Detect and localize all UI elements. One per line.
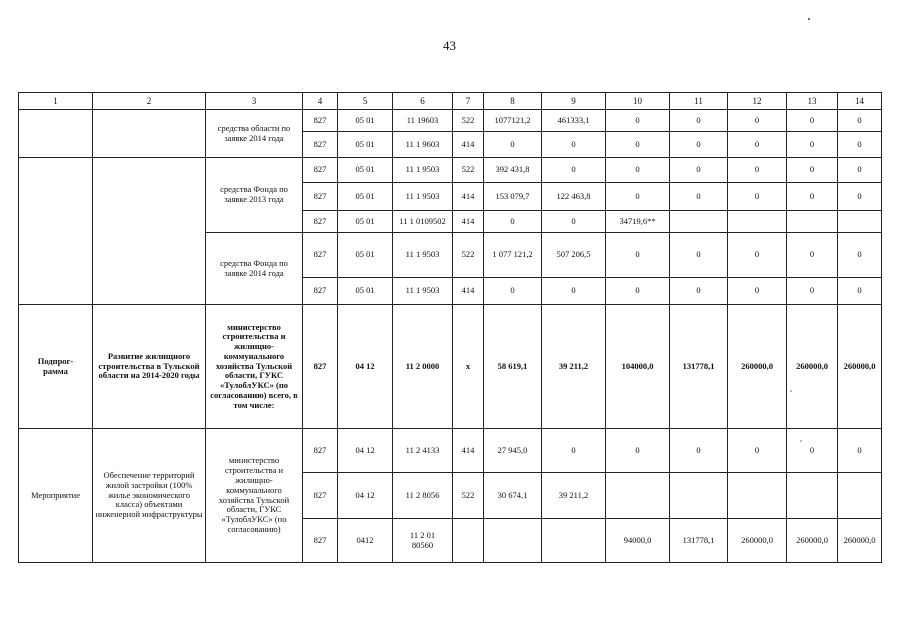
value-cell: 260000,0: [728, 519, 787, 563]
value-cell: [838, 211, 882, 233]
rz-cell: 05 01: [338, 211, 393, 233]
executor-cell: министерство строительства и жилищно-коммунального хозяйства Тульской области, ГУКС «ТулоблУКС» (по согласованию) всего, в том числе:: [206, 305, 303, 429]
csr-cell: 11 1 9503: [393, 183, 453, 211]
value-cell: [728, 473, 787, 519]
value-cell: 0: [787, 132, 838, 158]
csr-cell: 11 1 0109502: [393, 211, 453, 233]
vr-cell: 522: [453, 473, 484, 519]
column-header: 4: [303, 93, 338, 110]
value-cell: 0: [542, 132, 606, 158]
budget-table: [18, 92, 882, 563]
value-cell: [670, 473, 728, 519]
value-cell: [728, 211, 787, 233]
name-cell: [93, 158, 206, 305]
grbs-cell: 827: [303, 233, 338, 278]
value-cell: 0: [838, 110, 882, 132]
value-cell: 131778,1: [670, 305, 728, 429]
type-cell: Мероприятие: [19, 429, 93, 563]
column-header: 10: [606, 93, 670, 110]
value-cell: 0: [787, 183, 838, 211]
value-cell: 0: [728, 110, 787, 132]
source-cell: средства Фонда по заявке 2014 года: [206, 233, 303, 305]
value-cell: 260000,0: [787, 305, 838, 429]
subprogram-row: [19, 305, 882, 429]
value-cell: 0: [670, 132, 728, 158]
vr-cell: х: [453, 305, 484, 429]
value-cell: 0: [484, 278, 542, 305]
value-cell: 0: [670, 110, 728, 132]
rz-cell: 05 01: [338, 278, 393, 305]
column-header: 12: [728, 93, 787, 110]
name-cell: [93, 110, 206, 158]
scan-speck: [808, 18, 810, 20]
value-cell: 260000,0: [838, 519, 882, 563]
vr-cell: 522: [453, 110, 484, 132]
csr-cell: 11 1 9503: [393, 158, 453, 183]
csr-cell: 11 2 0000: [393, 305, 453, 429]
name-cell: Обеспечение территорий жилой застройки (100% жилье экономического класса) объектами инженерной инфраструктуры: [93, 429, 206, 563]
column-header: 13: [787, 93, 838, 110]
csr-cell: 11 1 9603: [393, 132, 453, 158]
column-header: 2: [93, 93, 206, 110]
vr-cell: 414: [453, 132, 484, 158]
vr-cell: 414: [453, 429, 484, 473]
scan-speck: [800, 440, 802, 442]
rz-cell: 04 12: [338, 305, 393, 429]
column-header: 7: [453, 93, 484, 110]
column-header: 8: [484, 93, 542, 110]
grbs-cell: 827: [303, 519, 338, 563]
vr-cell: 522: [453, 233, 484, 278]
value-cell: 0: [606, 278, 670, 305]
value-cell: 0: [670, 278, 728, 305]
value-cell: 0: [787, 429, 838, 473]
header-row: [19, 93, 882, 110]
name-cell: Развитие жилищного строительства в Тульской области на 2014-2020 годы: [93, 305, 206, 429]
value-cell: [484, 519, 542, 563]
value-cell: 0: [838, 132, 882, 158]
value-cell: 39 211,2: [542, 305, 606, 429]
table-row: [19, 110, 882, 132]
value-cell: 0: [542, 158, 606, 183]
type-cell: [19, 158, 93, 305]
csr-cell: 11 1 9503: [393, 233, 453, 278]
value-cell: 0: [728, 132, 787, 158]
value-cell: 260000,0: [728, 305, 787, 429]
value-cell: [542, 519, 606, 563]
column-header: 14: [838, 93, 882, 110]
csr-cell: 11 19603: [393, 110, 453, 132]
value-cell: 0: [728, 183, 787, 211]
value-cell: 0: [787, 158, 838, 183]
grbs-cell: 827: [303, 278, 338, 305]
rz-cell: 05 01: [338, 132, 393, 158]
type-cell: [19, 110, 93, 158]
value-cell: 0: [838, 233, 882, 278]
value-cell: 131778,1: [670, 519, 728, 563]
rz-cell: 05 01: [338, 158, 393, 183]
value-cell: 0: [484, 132, 542, 158]
value-cell: 0: [606, 132, 670, 158]
value-cell: 0: [670, 158, 728, 183]
value-cell: 0: [606, 429, 670, 473]
rz-cell: 04 12: [338, 429, 393, 473]
value-cell: [670, 211, 728, 233]
value-cell: [838, 473, 882, 519]
grbs-cell: 827: [303, 211, 338, 233]
value-cell: 507 206,5: [542, 233, 606, 278]
column-header: 3: [206, 93, 303, 110]
value-cell: 0: [728, 429, 787, 473]
column-header: 5: [338, 93, 393, 110]
value-cell: 122 463,8: [542, 183, 606, 211]
source-cell: средства Фонда по заявке 2013 года: [206, 158, 303, 233]
column-header: 11: [670, 93, 728, 110]
value-cell: 104000,0: [606, 305, 670, 429]
rz-cell: 0412: [338, 519, 393, 563]
column-header: 6: [393, 93, 453, 110]
value-cell: [606, 473, 670, 519]
value-cell: 153 079,7: [484, 183, 542, 211]
value-cell: 0: [484, 211, 542, 233]
table-row: [19, 158, 882, 183]
vr-cell: [453, 519, 484, 563]
value-cell: 0: [542, 211, 606, 233]
value-cell: 0: [728, 278, 787, 305]
grbs-cell: 827: [303, 305, 338, 429]
value-cell: [787, 473, 838, 519]
value-cell: [787, 211, 838, 233]
source-cell: средства области по заявке 2014 года: [206, 110, 303, 158]
value-cell: 0: [728, 158, 787, 183]
type-cell: Подпрог- рамма: [19, 305, 93, 429]
column-header: 9: [542, 93, 606, 110]
value-cell: 1077121,2: [484, 110, 542, 132]
executor-cell: министерство строительства и жилищно-коммунального хозяйства Тульской области, ГУКС «ТулоблУКС» (по согласованию): [206, 429, 303, 563]
scan-speck: [790, 390, 792, 392]
grbs-cell: 827: [303, 110, 338, 132]
value-cell: 0: [670, 233, 728, 278]
grbs-cell: 827: [303, 132, 338, 158]
value-cell: 27 945,0: [484, 429, 542, 473]
value-cell: 0: [606, 183, 670, 211]
page-number: 43: [443, 38, 456, 53]
csr-cell: 11 2 4133: [393, 429, 453, 473]
value-cell: 1 077 121,2: [484, 233, 542, 278]
value-cell: 58 619,1: [484, 305, 542, 429]
value-cell: 260000,0: [787, 519, 838, 563]
grbs-cell: 827: [303, 473, 338, 519]
vr-cell: 414: [453, 278, 484, 305]
vr-cell: 414: [453, 211, 484, 233]
grbs-cell: 827: [303, 183, 338, 211]
value-cell: 94000,0: [606, 519, 670, 563]
vr-cell: 414: [453, 183, 484, 211]
value-cell: 0: [728, 233, 787, 278]
value-cell: 0: [838, 429, 882, 473]
grbs-cell: 827: [303, 158, 338, 183]
value-cell: 0: [838, 278, 882, 305]
csr-cell: 11 1 9503: [393, 278, 453, 305]
value-cell: 0: [542, 278, 606, 305]
value-cell: 34719,6**: [606, 211, 670, 233]
column-header: 1: [19, 93, 93, 110]
value-cell: 0: [787, 278, 838, 305]
value-cell: 260000,0: [838, 305, 882, 429]
csr-cell: 11 2 8056: [393, 473, 453, 519]
rz-cell: 05 01: [338, 110, 393, 132]
value-cell: 30 674,1: [484, 473, 542, 519]
table-row: [19, 429, 882, 473]
value-cell: 0: [606, 110, 670, 132]
value-cell: 0: [606, 233, 670, 278]
grbs-cell: 827: [303, 429, 338, 473]
value-cell: 0: [670, 183, 728, 211]
value-cell: 461333,1: [542, 110, 606, 132]
value-cell: 0: [606, 158, 670, 183]
value-cell: 39 211,2: [542, 473, 606, 519]
csr-cell: 11 2 01 80560: [393, 519, 453, 563]
value-cell: 0: [838, 158, 882, 183]
value-cell: 0: [838, 183, 882, 211]
value-cell: 0: [787, 233, 838, 278]
rz-cell: 04 12: [338, 473, 393, 519]
value-cell: 392 431,8: [484, 158, 542, 183]
rz-cell: 05 01: [338, 233, 393, 278]
value-cell: 0: [787, 110, 838, 132]
value-cell: 0: [670, 429, 728, 473]
vr-cell: 522: [453, 158, 484, 183]
value-cell: 0: [542, 429, 606, 473]
rz-cell: 05 01: [338, 183, 393, 211]
